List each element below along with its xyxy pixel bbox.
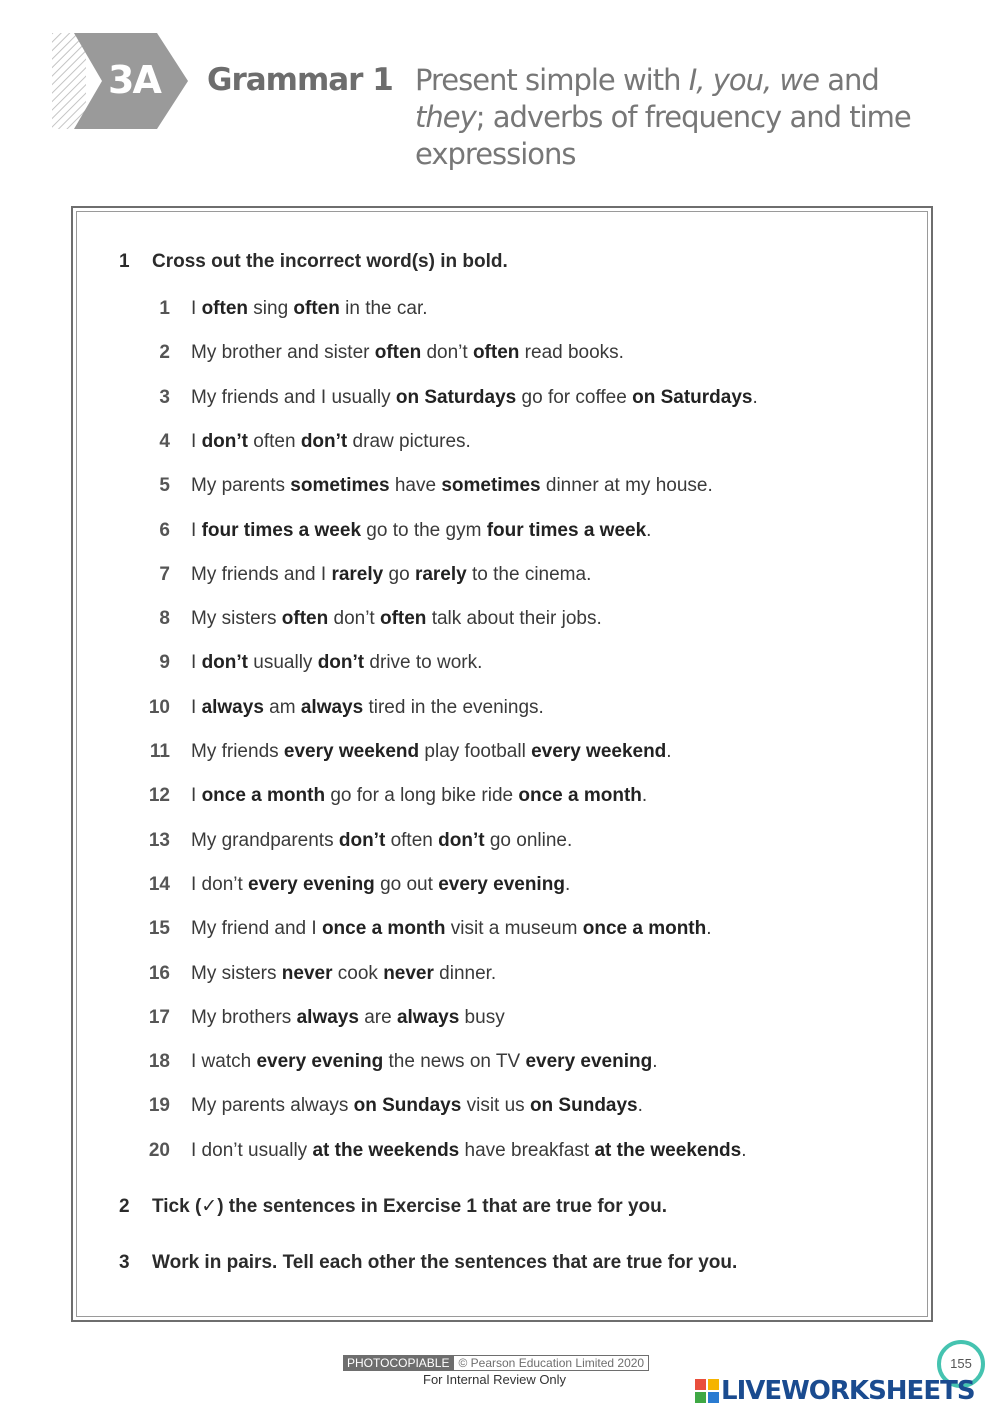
sentence-number: 15	[148, 918, 170, 939]
sentence-segment: am	[263, 697, 301, 718]
bold-option[interactable]: always	[396, 1007, 460, 1028]
exercise-text: Tick (✓) the sentences in Exercise 1 that are true for you.	[152, 1196, 668, 1217]
sentence-text	[191, 741, 672, 763]
exercise-text: Work in pairs. Tell each other the sentences that are true for you.	[152, 1252, 738, 1273]
bold-option[interactable]: four times a week	[486, 520, 647, 541]
exercise-2-instruction	[119, 1195, 667, 1218]
exercise-number: 2	[119, 1196, 130, 1217]
sentence-text	[191, 830, 572, 852]
sentence-segment: have	[389, 475, 442, 496]
sentence-segment: I don’t usually	[191, 1140, 313, 1161]
sentence-segment: I	[191, 520, 202, 541]
sentence-segment: I	[191, 785, 202, 806]
bold-option[interactable]: rarely	[414, 564, 467, 585]
sentence-number: 18	[148, 1051, 170, 1072]
sentence-text	[191, 564, 591, 586]
sentence-segment: .	[652, 1051, 658, 1072]
bold-option[interactable]: every evening	[256, 1051, 384, 1072]
sentence-number: 9	[159, 652, 170, 673]
sentence-segment: go	[383, 564, 415, 585]
sentence-text	[191, 387, 758, 409]
sentence-segment: I don’t	[191, 874, 249, 895]
sentence-segment: often	[248, 431, 301, 452]
sentence-number: 20	[148, 1140, 170, 1161]
sentence-segment: sing	[248, 298, 294, 319]
sentence-segment: I	[191, 697, 202, 718]
sentence-segment: usually	[248, 652, 318, 673]
bold-option[interactable]: four times a week	[201, 520, 362, 541]
sentence-number: 16	[148, 963, 170, 984]
exercise-number: 3	[119, 1252, 130, 1273]
sentence-segment: My friend and I	[191, 918, 322, 939]
sentence-segment: .	[752, 387, 758, 408]
copyright-text: © Pearson Education Limited 2020	[453, 1355, 649, 1371]
sentence-text	[191, 475, 713, 497]
bold-option[interactable]: once a month	[321, 918, 446, 939]
bold-option[interactable]: every weekend	[283, 741, 420, 762]
sentence-segment: go to the gym	[361, 520, 487, 541]
bold-option[interactable]: at the weekends	[594, 1140, 742, 1161]
sentence-segment: .	[637, 1095, 643, 1116]
sentence-segment: often	[385, 830, 439, 851]
sentence-text	[191, 1007, 505, 1029]
sentence-number: 1	[159, 298, 170, 319]
bold-option[interactable]: don’t	[201, 652, 248, 673]
exercise-1-instruction	[119, 251, 508, 273]
sentence-segment: I	[191, 652, 202, 673]
bold-option[interactable]: once a month	[201, 785, 326, 806]
sentence-segment: to the cinema.	[466, 564, 592, 585]
sentence-number: 5	[159, 475, 170, 496]
unit-badge-label: 3A	[108, 58, 160, 102]
sentence-segment: go for coffee	[516, 387, 633, 408]
sentence-text	[191, 298, 428, 320]
photocopiable-label: PHOTOCOPIABLE	[343, 1355, 453, 1371]
sentence-number: 7	[159, 564, 170, 585]
sentence-segment: have breakfast	[459, 1140, 595, 1161]
bold-option[interactable]: often	[374, 342, 422, 363]
page-title: Grammar 1	[207, 62, 393, 98]
sentence-segment: play football	[419, 741, 532, 762]
bold-option[interactable]: sometimes	[290, 475, 390, 496]
sentence-number: 10	[148, 697, 170, 718]
bold-option[interactable]: never	[281, 963, 333, 984]
bold-option[interactable]: often	[281, 608, 329, 629]
bold-option[interactable]: sometimes	[441, 475, 541, 496]
sentence-segment: My friends	[191, 741, 284, 762]
sentence-text	[191, 697, 544, 719]
sentence-number: 4	[159, 431, 170, 452]
sentence-number: 17	[148, 1007, 170, 1028]
exercise-3-instruction	[119, 1252, 737, 1274]
bold-option[interactable]: every weekend	[531, 741, 667, 762]
sentence-segment: drive to work.	[364, 652, 483, 673]
sentence-segment: go online.	[484, 830, 573, 851]
sentence-text	[191, 1140, 747, 1162]
bold-option[interactable]: at the weekends	[312, 1140, 460, 1161]
sentence-number: 11	[149, 741, 170, 762]
bold-option[interactable]: on Saturdays	[395, 387, 517, 408]
sentence-segment: go for a long bike ride	[325, 785, 519, 806]
exercise-text: Cross out the incorrect word(s) in bold.	[152, 251, 508, 272]
sentence-segment: don’t	[421, 342, 473, 363]
sentence-segment: .	[564, 874, 571, 895]
sentence-number: 12	[148, 785, 170, 806]
bold-option[interactable]: often	[379, 608, 427, 629]
sentence-segment: dinner at my house.	[540, 475, 713, 496]
sentence-segment: .	[741, 1140, 747, 1161]
sentence-segment: visit us	[461, 1095, 530, 1116]
sentence-text	[191, 1051, 658, 1073]
sentence-number: 2	[159, 342, 170, 363]
sentence-segment: .	[706, 918, 712, 939]
sentence-segment: don’t	[328, 608, 380, 629]
sentence-segment: busy	[459, 1007, 505, 1028]
bold-option[interactable]: always	[300, 697, 364, 718]
sentence-segment: I	[191, 431, 202, 452]
liveworksheets-text: LIVEWORKSHEETS	[721, 1376, 975, 1406]
sentence-segment: I	[191, 298, 202, 319]
sentence-text	[191, 608, 602, 630]
bold-option[interactable]: often	[293, 298, 340, 319]
sentence-text	[191, 1095, 643, 1117]
sentence-segment: draw pictures.	[347, 431, 471, 452]
bold-option[interactable]: don’t	[338, 830, 386, 851]
bold-option[interactable]: on Saturdays	[632, 387, 753, 408]
sentence-number: 8	[159, 608, 170, 629]
sentence-segment: My parents	[191, 475, 291, 496]
exercise-number: 1	[119, 251, 130, 272]
sentence-segment: My grandparents	[191, 830, 339, 851]
sentence-text	[191, 652, 482, 674]
sentence-segment: My brothers	[191, 1007, 297, 1028]
bold-option[interactable]: every evening	[438, 874, 565, 895]
sentence-segment: My friends and I usually	[191, 387, 396, 408]
sentence-number: 14	[148, 874, 170, 895]
sentence-number: 13	[148, 830, 170, 851]
sentence-segment: My friends and I	[191, 564, 332, 585]
bold-option[interactable]: never	[383, 963, 434, 984]
bold-option[interactable]: often	[472, 342, 520, 363]
sentence-segment: tired in the evenings.	[363, 697, 544, 718]
bold-option[interactable]: don’t	[317, 652, 365, 673]
sentence-segment: .	[641, 785, 648, 806]
sentence-segment: talk about their jobs.	[426, 608, 602, 629]
bold-option[interactable]: don’t	[438, 830, 485, 851]
bold-option[interactable]: once a month	[518, 785, 642, 806]
bold-option[interactable]: rarely	[331, 564, 384, 585]
footer-copyright	[343, 1355, 663, 1373]
sentence-text	[191, 874, 570, 896]
sentence-text	[191, 431, 471, 453]
sentence-segment: .	[666, 741, 672, 762]
bold-option[interactable]: always	[201, 697, 264, 718]
sentence-segment: My parents always	[191, 1095, 354, 1116]
sentence-segment: read books.	[519, 342, 624, 363]
liveworksheets-logo[interactable]	[695, 1376, 975, 1406]
liveworksheets-grid-icon	[695, 1379, 719, 1403]
sentence-segment: are	[358, 1007, 397, 1028]
bold-option[interactable]: every evening	[525, 1051, 653, 1072]
page-number: 155	[937, 1340, 985, 1388]
sentence-segment: I watch	[191, 1051, 257, 1072]
sentence-segment: My sisters	[191, 608, 282, 629]
sentence-number: 19	[148, 1095, 170, 1116]
bold-option[interactable]: always	[296, 1007, 359, 1028]
sentence-segment: the news on TV	[383, 1051, 526, 1072]
bold-option[interactable]: on Sundays	[529, 1095, 638, 1116]
sentence-segment: go out	[374, 874, 439, 895]
page-subtitle: Present simple with I, you, we and they; adverbs of frequency and time expressions	[415, 63, 911, 171]
sentence-text	[191, 963, 496, 985]
sentence-segment: cook	[332, 963, 384, 984]
sentence-segment: My brother and sister	[191, 342, 375, 363]
sentence-segment: in the car.	[339, 298, 428, 319]
sentence-text	[191, 520, 651, 542]
bold-option[interactable]: on Sundays	[353, 1095, 462, 1116]
bold-option[interactable]: once a month	[582, 918, 707, 939]
bold-option[interactable]: every evening	[248, 874, 375, 895]
sentence-segment: My sisters	[191, 963, 282, 984]
review-notice: For Internal Review Only	[423, 1372, 567, 1387]
sentence-segment: .	[646, 520, 652, 541]
bold-option[interactable]: don’t	[300, 431, 348, 452]
sentence-text	[191, 342, 624, 364]
sentence-number: 3	[159, 387, 170, 408]
sentence-text	[191, 785, 647, 807]
bold-option[interactable]: often	[201, 298, 248, 319]
sentence-segment: visit a museum	[445, 918, 583, 939]
sentence-text	[191, 918, 712, 940]
sentence-segment: dinner.	[433, 963, 497, 984]
sentence-number: 6	[159, 520, 170, 541]
bold-option[interactable]: don’t	[201, 431, 248, 452]
